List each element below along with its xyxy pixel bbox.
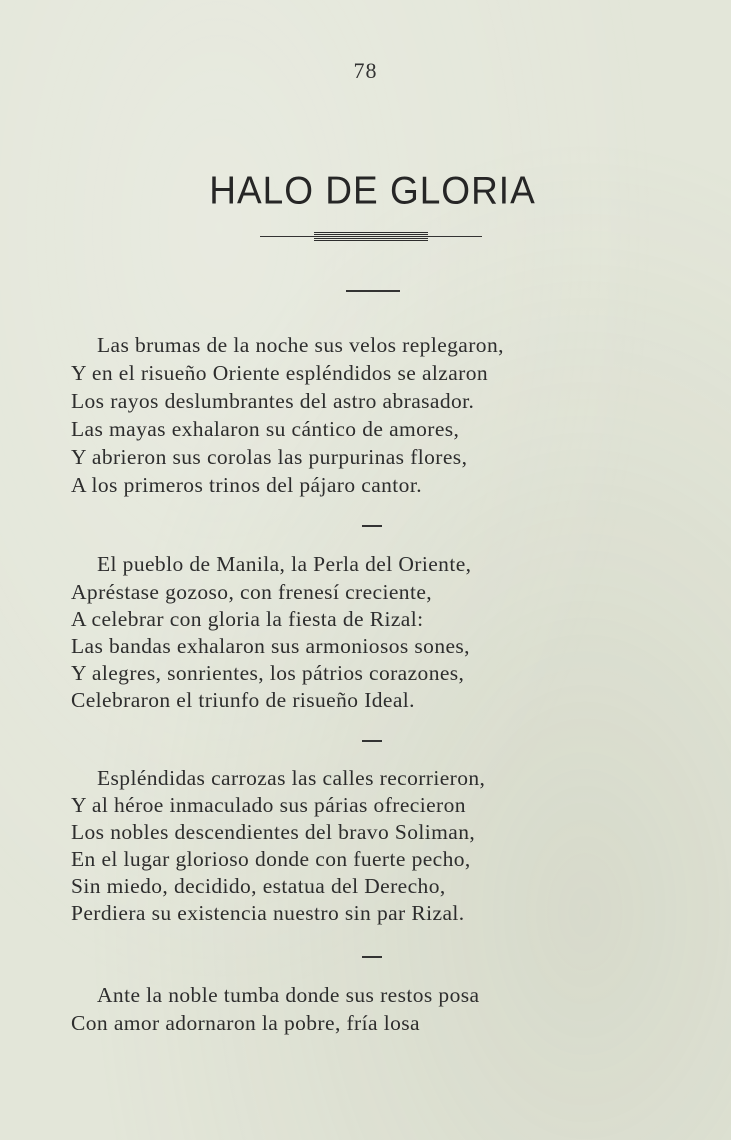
verse-line: Los nobles descendientes del bravo Soliman, xyxy=(71,820,476,844)
verse-line: El pueblo de Manila, la Perla del Oriente, xyxy=(97,552,472,576)
ornament-bar xyxy=(314,232,428,241)
verse-line: Con amor adornaron la pobre, fría losa xyxy=(71,1011,420,1035)
verse-line: Los rayos deslumbrantes del astro abrasador. xyxy=(71,389,475,413)
verse-line: Las brumas de la noche sus velos replegaron, xyxy=(97,333,504,357)
verse-line: Y alegres, sonrientes, los pátrios corazones, xyxy=(71,661,465,685)
verse-line: Apréstase gozoso, con frenesí creciente, xyxy=(71,580,433,604)
verse-line: Las bandas exhalaron sus armoniosos sones, xyxy=(71,634,470,658)
ornament-line-right xyxy=(428,236,482,237)
verse-line: A celebrar con gloria la fiesta de Rizal: xyxy=(71,607,424,631)
ornament-line-left xyxy=(260,236,314,237)
verse-line: Y en el risueño Oriente espléndidos se alzaron xyxy=(71,361,489,385)
verse-line: Perdiera su existencia nuestro sin par Rizal. xyxy=(71,901,465,925)
stanza-divider xyxy=(362,740,382,742)
verse-line: En el lugar glorioso donde con fuerte pecho, xyxy=(71,847,471,871)
stanza-divider xyxy=(362,956,382,958)
verse-line: Sin miedo, decidido, estatua del Derecho, xyxy=(71,874,446,898)
verse-line: Y abrieron sus corolas las purpurinas flores, xyxy=(71,445,468,469)
section-rule xyxy=(346,290,400,292)
verse-line: Y al héroe inmaculado sus párias ofrecieron xyxy=(71,793,466,817)
title-ornament xyxy=(260,232,482,242)
stanza-divider xyxy=(362,525,382,527)
verse-line: Las mayas exhalaron su cántico de amores, xyxy=(71,417,460,441)
verse-line: Espléndidas carrozas las calles recorrieron, xyxy=(97,766,486,790)
poem-title: HALO DE GLORIA xyxy=(209,168,536,212)
verse-line: Ante la noble tumba donde sus restos posa xyxy=(97,983,480,1007)
page-number: 78 xyxy=(353,58,378,83)
verse-line: A los primeros trinos del pájaro cantor. xyxy=(71,473,422,497)
verse-line: Celebraron el triunfo de risueño Ideal. xyxy=(71,688,415,712)
